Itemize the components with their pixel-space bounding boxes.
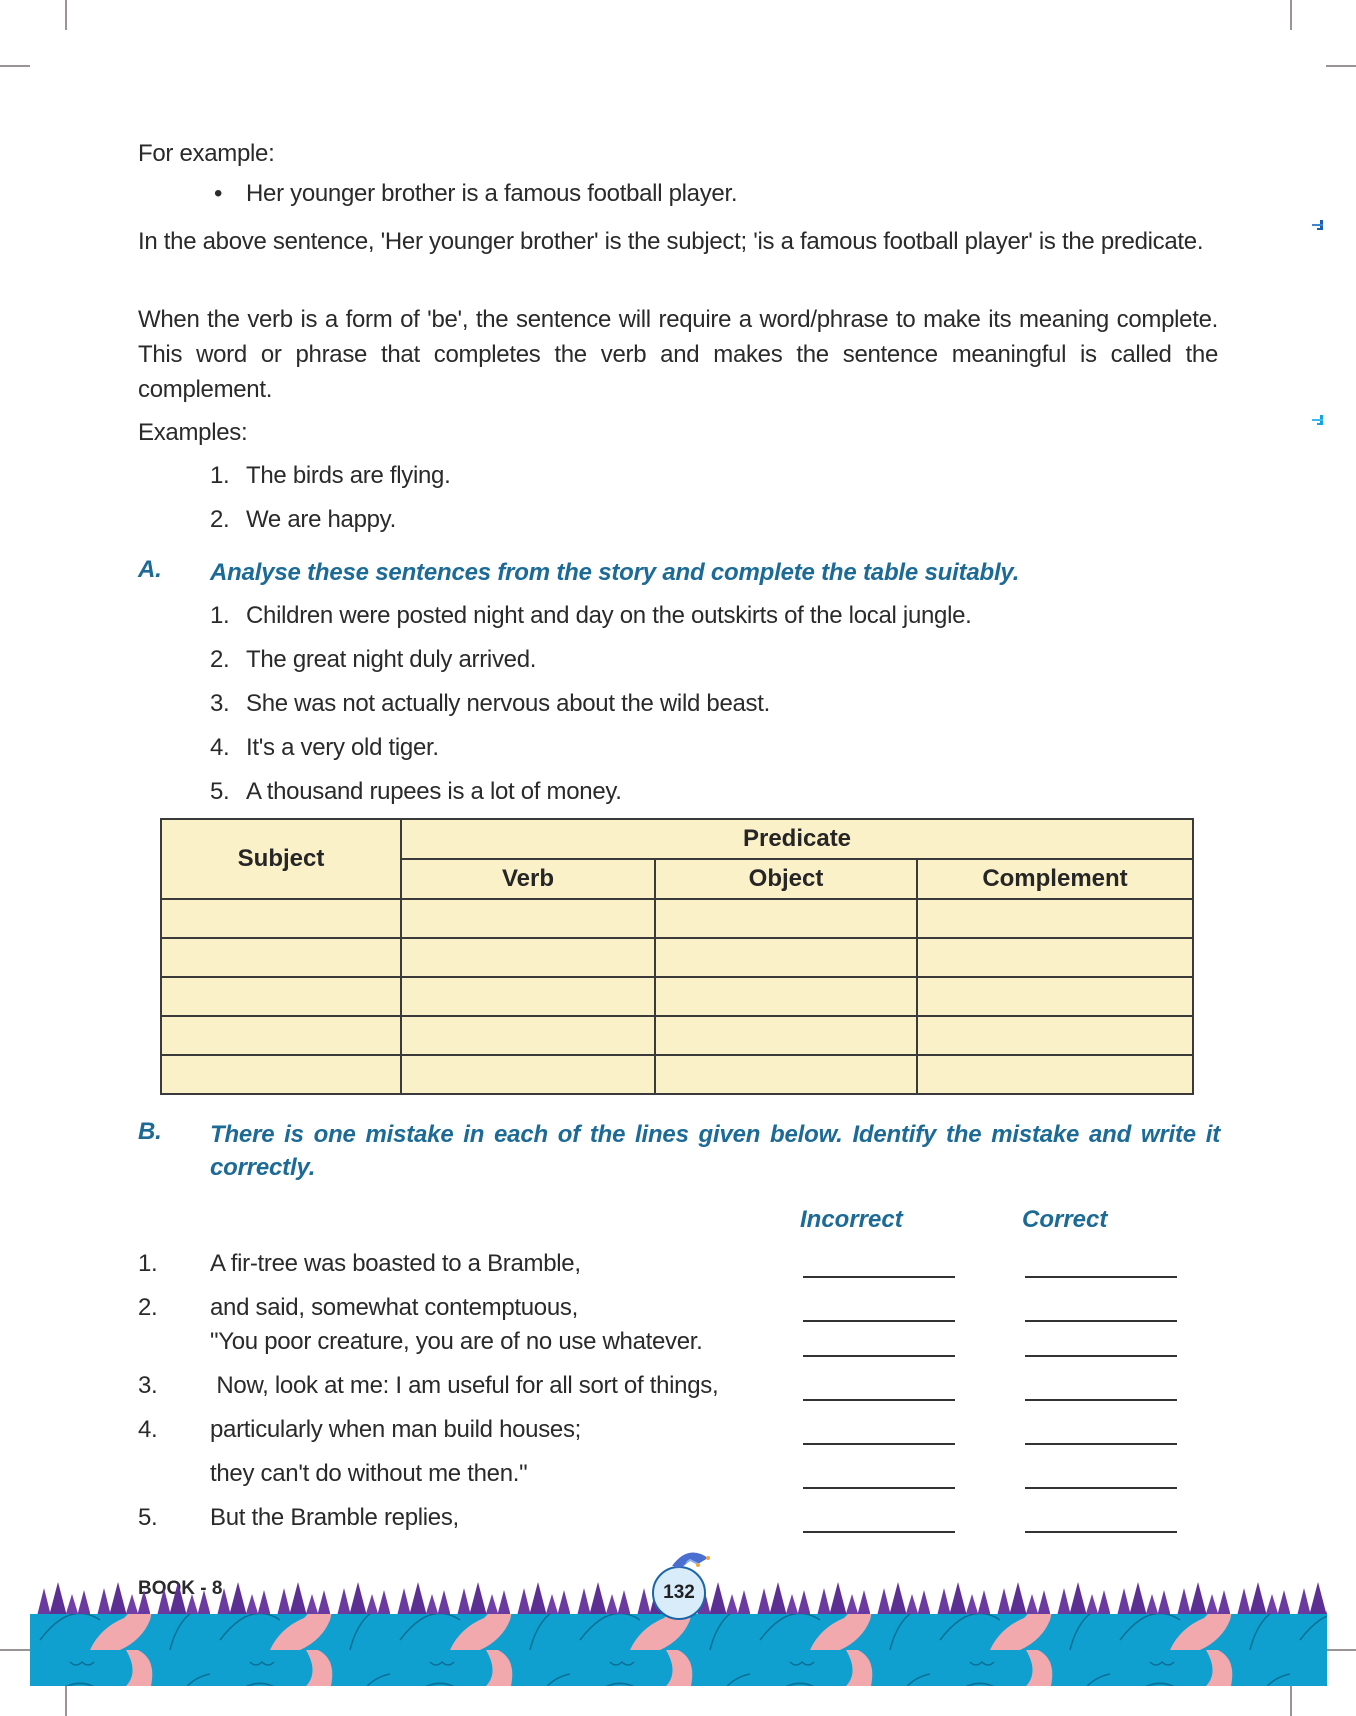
line-text: But the Bramble replies,	[210, 1504, 459, 1531]
sentence-item: The great night duly arrived.	[246, 646, 537, 673]
crop-mark	[65, 0, 67, 30]
sentence-item: She was not actually nervous about the wild beast.	[246, 690, 770, 717]
complement-definition: When the verb is a form of 'be', the sentence will require a word/phrase to make its meaning complete. This word or phrase that completes the verb and makes the sentence meaningful is called the complement.	[138, 306, 1218, 403]
example-item: The birds are flying.	[246, 462, 451, 489]
table-row	[161, 1016, 1193, 1055]
crop-mark	[0, 65, 30, 67]
margin-marker-icon	[1312, 220, 1326, 230]
complement-header: Complement	[917, 859, 1193, 899]
examples-label: Examples:	[138, 419, 248, 446]
correct-blank[interactable]	[1025, 1320, 1177, 1322]
line-number: 2.	[138, 1294, 158, 1321]
correct-blank[interactable]	[1025, 1276, 1177, 1278]
subject-cell[interactable]	[161, 1016, 401, 1055]
object-cell[interactable]	[655, 977, 917, 1016]
crop-mark	[1326, 65, 1356, 67]
margin-marker-icon	[1312, 415, 1326, 425]
object-header: Object	[655, 859, 917, 899]
line-number: 5.	[138, 1504, 158, 1531]
complement-cell[interactable]	[917, 938, 1193, 977]
subject-cell[interactable]	[161, 938, 401, 977]
verb-cell[interactable]	[401, 899, 655, 938]
correct-blank[interactable]	[1025, 1443, 1177, 1445]
for-example-label: For example:	[138, 140, 275, 167]
correct-blank[interactable]	[1025, 1487, 1177, 1489]
crop-mark	[1326, 1649, 1356, 1651]
explanation-paragraph: In the above sentence, 'Her younger brother' is the subject; 'is a famous football player' is the predicate.	[138, 228, 1204, 255]
crop-mark	[1290, 0, 1292, 30]
line-text: and said, somewhat contemptuous,	[210, 1294, 578, 1321]
section-b-instruction: There is one mistake in each of the lines given below. Identify the mistake and write it correctly.	[210, 1121, 1220, 1181]
table-row	[161, 977, 1193, 1016]
object-cell[interactable]	[655, 899, 917, 938]
incorrect-blank[interactable]	[803, 1531, 955, 1533]
line-number: 4.	[138, 1416, 158, 1443]
section-b-label: B.	[138, 1118, 162, 1145]
line-text: particularly when man build houses;	[210, 1416, 582, 1443]
bullet-example: Her younger brother is a famous football player.	[246, 180, 738, 207]
sentence-item: It's a very old tiger.	[246, 734, 439, 761]
sentence-number: 5.	[210, 778, 230, 805]
example-number: 2.	[210, 506, 230, 533]
line-text: Now, look at me: I am useful for all sort of things,	[210, 1372, 719, 1399]
line-text: they can't do without me then."	[210, 1460, 528, 1487]
sentence-number: 2.	[210, 646, 230, 673]
umbrella-icon	[668, 1544, 712, 1576]
incorrect-column-header: Incorrect	[800, 1206, 903, 1233]
subject-cell[interactable]	[161, 899, 401, 938]
example-item: We are happy.	[246, 506, 396, 533]
sentence-item: Children were posted night and day on the outskirts of the local jungle.	[246, 602, 972, 629]
subject-cell[interactable]	[161, 1055, 401, 1094]
section-a-instruction: Analyse these sentences from the story and complete the table suitably.	[210, 559, 1020, 586]
line-number: 1.	[138, 1250, 158, 1277]
crop-mark	[1290, 1686, 1292, 1716]
incorrect-blank[interactable]	[803, 1443, 955, 1445]
incorrect-blank[interactable]	[803, 1320, 955, 1322]
bullet-icon: •	[214, 180, 223, 207]
incorrect-blank[interactable]	[803, 1355, 955, 1357]
subject-header: Subject	[161, 819, 401, 899]
sentence-number: 4.	[210, 734, 230, 761]
incorrect-blank[interactable]	[803, 1399, 955, 1401]
subject-cell[interactable]	[161, 977, 401, 1016]
section-a-heading	[138, 556, 1228, 596]
table-row	[161, 938, 1193, 977]
object-cell[interactable]	[655, 1055, 917, 1094]
section-a-label: A.	[138, 556, 162, 583]
complement-cell[interactable]	[917, 1016, 1193, 1055]
object-cell[interactable]	[655, 938, 917, 977]
crop-mark	[0, 1649, 30, 1651]
correct-blank[interactable]	[1025, 1399, 1177, 1401]
line-number: 3.	[138, 1372, 158, 1399]
sentence-number: 1.	[210, 602, 230, 629]
incorrect-blank[interactable]	[803, 1276, 955, 1278]
section-b-heading	[138, 1118, 1228, 1188]
complement-cell[interactable]	[917, 977, 1193, 1016]
verb-cell[interactable]	[401, 1055, 655, 1094]
predicate-header: Predicate	[401, 819, 1193, 859]
line-text: A fir-tree was boasted to a Bramble,	[210, 1250, 581, 1277]
example-number: 1.	[210, 462, 230, 489]
line-text: "You poor creature, you are of no use whatever.	[210, 1328, 703, 1355]
complement-cell[interactable]	[917, 1055, 1193, 1094]
verb-header: Verb	[401, 859, 655, 899]
incorrect-blank[interactable]	[803, 1487, 955, 1489]
verb-cell[interactable]	[401, 938, 655, 977]
crop-mark	[65, 1686, 67, 1716]
verb-cell[interactable]	[401, 977, 655, 1016]
correct-column-header: Correct	[1022, 1206, 1108, 1233]
table-row	[161, 1055, 1193, 1094]
analysis-table	[160, 818, 1194, 1095]
sentence-number: 3.	[210, 690, 230, 717]
page-number: 132	[652, 1566, 706, 1620]
verb-cell[interactable]	[401, 1016, 655, 1055]
object-cell[interactable]	[655, 1016, 917, 1055]
sentence-item: A thousand rupees is a lot of money.	[246, 778, 622, 805]
table-row	[161, 899, 1193, 938]
correct-blank[interactable]	[1025, 1355, 1177, 1357]
correct-blank[interactable]	[1025, 1531, 1177, 1533]
complement-cell[interactable]	[917, 899, 1193, 938]
